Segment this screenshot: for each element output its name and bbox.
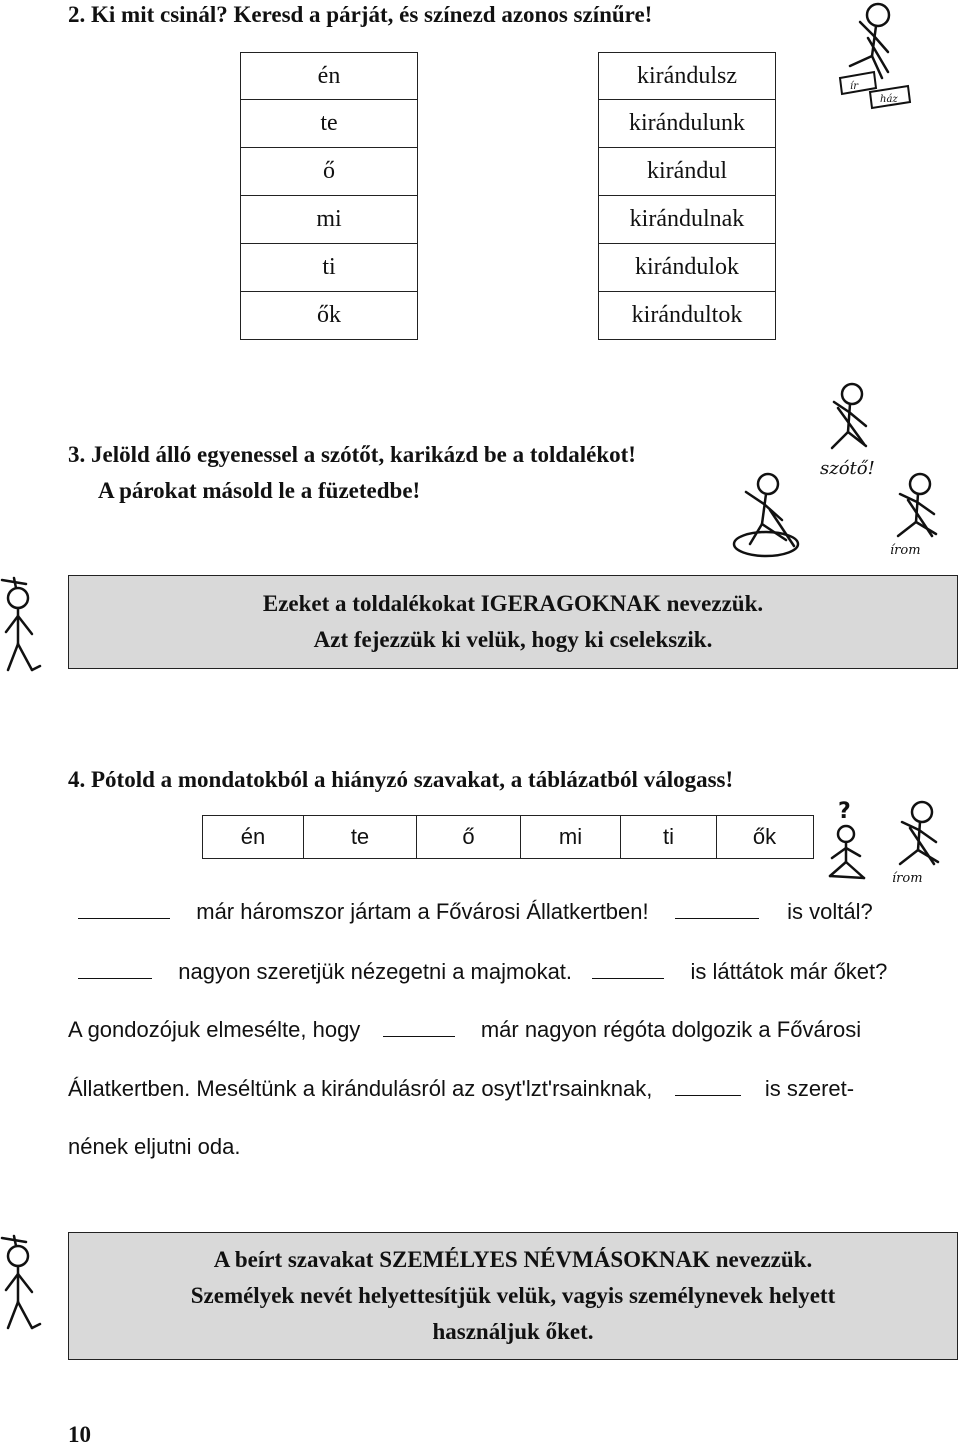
verb-cell[interactable]: kirándulnak [598,196,776,244]
sentence-text: már nagyon régóta dolgozik a Fővárosi [480,1017,862,1042]
rule-line: Személyek nevét helyettesítjük velük, vagyis személynevek helyett [190,1283,836,1308]
word-bank-cell[interactable]: mi [521,816,621,858]
question-mark-icon: ? [838,799,851,824]
pronoun-cell[interactable]: mi [240,196,418,244]
sentence-text: A gondozójuk elmesélte, hogy [68,1017,361,1042]
blank-field[interactable] [78,956,152,979]
rule-box [68,1232,958,1360]
blank-field[interactable] [78,896,170,919]
word-bank-cell[interactable]: ő [417,816,521,858]
sentence-text: nének eljutni oda. [68,1134,241,1159]
writing-figure-icon [830,0,940,110]
blank-field[interactable] [383,1014,455,1037]
irom-word: írom [892,871,923,886]
word-bank-cell[interactable]: ők [752,824,777,849]
rule-line: Azt fejezzük ki velük, hogy ki cselekszik. [313,627,713,652]
sentence-text: már háromszor jártam a Fővárosi Állatkertben! [196,899,649,924]
verb-cell[interactable]: kirándulunk [598,100,776,148]
verb-cell[interactable]: kirándulsz [598,52,776,100]
pronoun-cell[interactable]: ő [240,148,418,196]
card-word: ház [880,94,898,105]
rule-line: Ezeket a toldalékokat IGERAGOKNAK nevezzük. [262,591,764,616]
word-bank-cell[interactable]: te [304,816,417,858]
pronoun-cell[interactable]: ti [240,244,418,292]
verb-cell[interactable]: kirándultok [598,292,776,340]
sentence-text: nagyon szeretjük nézegetni a majmokat. [178,959,573,984]
word-bank-cell[interactable]: ti [621,816,717,858]
verb-cell[interactable]: kirándulok [598,244,776,292]
sentence-line-5 [68,1132,240,1162]
exercise-3-title: 3. Jelöld álló egyenessel a szótőt, karikázd be a toldalékot! [68,442,636,467]
rule-box [68,575,958,669]
sentence-text: is szeret- [764,1076,855,1101]
sentence-line-3 [68,1014,861,1045]
teacher-figure-icon [0,570,50,680]
sentence-line-2 [78,956,887,987]
irom-word: írom [890,543,921,558]
stand-figure-icon [808,380,898,480]
sitting-figure-icon [730,470,810,560]
writing-figure-icon [880,470,958,560]
word-bank-cell[interactable]: én [203,816,304,858]
blank-field[interactable] [592,956,664,979]
rule-line: A beírt szavakat SZEMÉLYES NÉVMÁSOKNAK nevezzük. [213,1247,813,1272]
blank-field[interactable] [675,1073,741,1096]
card-word: ír [850,81,858,92]
sentence-text: Állatkertben. Meséltünk a kirándulásról az osyt'lzt'rsainknak, [68,1076,653,1101]
page-number: 10 [68,1422,91,1447]
sentence-line-1 [78,896,873,927]
sentence-text: is láttátok már őket? [690,959,888,984]
sentence-line-4 [68,1073,854,1104]
blank-field[interactable] [675,896,759,919]
pronoun-cell[interactable]: ők [240,292,418,340]
exercise-3-subtitle: A párokat másold le a füzetedbe! [98,478,421,503]
verb-cell[interactable]: kirándul [598,148,776,196]
exercise-2-title: 2. Ki mit csinál? Keresd a párját, és színezd azonos színűre! [68,2,653,27]
rule-line: használjuk őket. [432,1319,594,1344]
exercise-4-title: 4. Pótold a mondatokból a hiányzó szavakat, a táblázatból válogass! [68,767,734,792]
sentence-text: is voltál? [787,899,873,924]
pronoun-cell[interactable]: én [240,52,418,100]
szoto-word: szótő! [820,458,875,479]
thinking-figure-icon [820,796,890,886]
teacher-figure-icon [0,1228,50,1338]
pronoun-cell[interactable]: te [240,100,418,148]
word-bank-table [202,815,814,859]
writing-figure-icon [882,798,958,888]
